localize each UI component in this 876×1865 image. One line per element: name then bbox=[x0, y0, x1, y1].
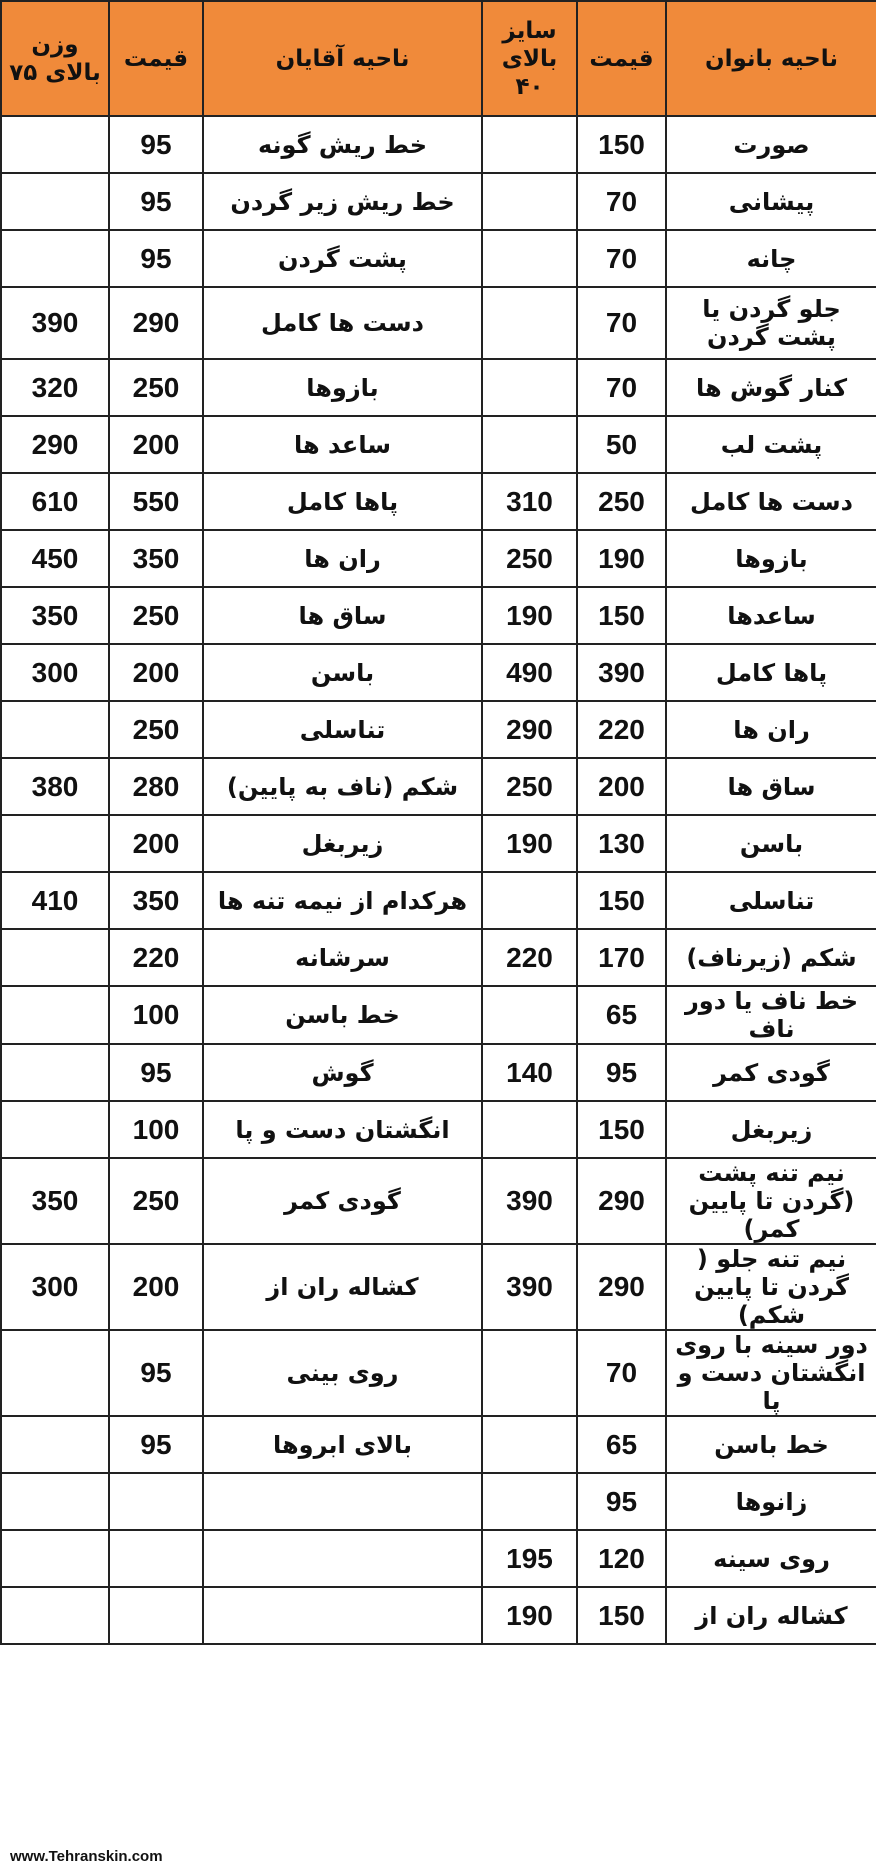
cell-men-weight75: 450 bbox=[1, 530, 109, 587]
cell-men-price: 95 bbox=[109, 1416, 203, 1473]
table-row bbox=[1, 758, 876, 815]
cell-women-price: 70 bbox=[577, 173, 666, 230]
cell-women-area: پیشانی bbox=[666, 173, 876, 230]
cell-men-weight75: 290 bbox=[1, 416, 109, 473]
table-row bbox=[1, 587, 876, 644]
cell-men-price: 280 bbox=[109, 758, 203, 815]
header-men-weight75: وزن بالای ۷۵ bbox=[1, 1, 109, 116]
cell-women-size40 bbox=[482, 416, 577, 473]
cell-men-area: گوش bbox=[203, 1044, 482, 1101]
cell-women-price: 95 bbox=[577, 1473, 666, 1530]
cell-women-area: کشاله ران از bbox=[666, 1587, 876, 1644]
cell-women-area: صورت bbox=[666, 116, 876, 173]
cell-women-size40: 290 bbox=[482, 701, 577, 758]
table-row bbox=[1, 530, 876, 587]
cell-women-size40 bbox=[482, 173, 577, 230]
cell-women-size40: 390 bbox=[482, 1244, 577, 1330]
cell-men-weight75 bbox=[1, 1101, 109, 1158]
cell-women-price: 95 bbox=[577, 1044, 666, 1101]
table-row bbox=[1, 473, 876, 530]
cell-women-size40: 190 bbox=[482, 815, 577, 872]
table-row bbox=[1, 929, 876, 986]
cell-men-area: خط ریش گونه bbox=[203, 116, 482, 173]
cell-women-price: 50 bbox=[577, 416, 666, 473]
cell-women-size40 bbox=[482, 287, 577, 359]
cell-men-area: ساق ها bbox=[203, 587, 482, 644]
table-row bbox=[1, 1473, 876, 1530]
cell-women-size40: 490 bbox=[482, 644, 577, 701]
cell-men-weight75: 610 bbox=[1, 473, 109, 530]
cell-men-price: 95 bbox=[109, 230, 203, 287]
cell-women-size40: 190 bbox=[482, 587, 577, 644]
table-row bbox=[1, 1044, 876, 1101]
cell-men-price: 95 bbox=[109, 116, 203, 173]
cell-men-price: 200 bbox=[109, 416, 203, 473]
table-row bbox=[1, 1101, 876, 1158]
cell-men-weight75 bbox=[1, 173, 109, 230]
cell-women-size40: 250 bbox=[482, 530, 577, 587]
cell-men-weight75: 410 bbox=[1, 872, 109, 929]
cell-women-area: چانه bbox=[666, 230, 876, 287]
cell-men-area: پاها کامل bbox=[203, 473, 482, 530]
cell-women-price: 170 bbox=[577, 929, 666, 986]
cell-men-price: 100 bbox=[109, 1101, 203, 1158]
cell-men-area: پشت گردن bbox=[203, 230, 482, 287]
website-url: www.Tehranskin.com bbox=[6, 1848, 167, 1865]
cell-women-size40: 140 bbox=[482, 1044, 577, 1101]
cell-women-area: دور سینه با روی انگشتان دست و پا bbox=[666, 1330, 876, 1416]
header-women-size40: سایز بالای ۴۰ bbox=[482, 1, 577, 116]
cell-women-area: زانوها bbox=[666, 1473, 876, 1530]
cell-women-size40 bbox=[482, 1473, 577, 1530]
table-row bbox=[1, 1244, 876, 1330]
cell-women-size40: 310 bbox=[482, 473, 577, 530]
cell-women-size40 bbox=[482, 872, 577, 929]
cell-men-weight75 bbox=[1, 929, 109, 986]
cell-women-area: نیم تنه جلو ( گردن تا پایین شکم) bbox=[666, 1244, 876, 1330]
cell-men-weight75 bbox=[1, 1044, 109, 1101]
cell-men-weight75 bbox=[1, 1330, 109, 1416]
cell-women-area: تناسلی bbox=[666, 872, 876, 929]
table-row bbox=[1, 815, 876, 872]
cell-men-price: 220 bbox=[109, 929, 203, 986]
cell-women-price: 150 bbox=[577, 587, 666, 644]
cell-women-size40 bbox=[482, 230, 577, 287]
table-row bbox=[1, 1587, 876, 1644]
header-men-area: ناحیه آقایان bbox=[203, 1, 482, 116]
cell-men-weight75 bbox=[1, 1473, 109, 1530]
cell-women-price: 150 bbox=[577, 116, 666, 173]
cell-women-price: 120 bbox=[577, 1530, 666, 1587]
table-row bbox=[1, 872, 876, 929]
table-row bbox=[1, 1158, 876, 1244]
cell-women-price: 390 bbox=[577, 644, 666, 701]
cell-men-area bbox=[203, 1530, 482, 1587]
cell-women-price: 65 bbox=[577, 1416, 666, 1473]
cell-men-area: ران ها bbox=[203, 530, 482, 587]
cell-men-weight75: 350 bbox=[1, 587, 109, 644]
cell-men-price: 95 bbox=[109, 1330, 203, 1416]
cell-men-weight75 bbox=[1, 986, 109, 1044]
cell-men-weight75 bbox=[1, 815, 109, 872]
table-row bbox=[1, 416, 876, 473]
cell-women-area: روی سینه bbox=[666, 1530, 876, 1587]
cell-men-price: 550 bbox=[109, 473, 203, 530]
cell-women-price: 290 bbox=[577, 1244, 666, 1330]
cell-women-size40 bbox=[482, 986, 577, 1044]
cell-men-weight75 bbox=[1, 1587, 109, 1644]
table-row bbox=[1, 359, 876, 416]
cell-women-size40: 250 bbox=[482, 758, 577, 815]
cell-men-area: سرشانه bbox=[203, 929, 482, 986]
cell-women-size40 bbox=[482, 116, 577, 173]
cell-women-price: 65 bbox=[577, 986, 666, 1044]
cell-men-area: هرکدام از نیمه تنه ها bbox=[203, 872, 482, 929]
cell-women-area: خط باسن bbox=[666, 1416, 876, 1473]
cell-women-price: 70 bbox=[577, 287, 666, 359]
cell-men-area: انگشتان دست و پا bbox=[203, 1101, 482, 1158]
cell-men-price: 250 bbox=[109, 587, 203, 644]
cell-women-area: نیم تنه پشت (گردن تا پایین کمر) bbox=[666, 1158, 876, 1244]
table-row bbox=[1, 1530, 876, 1587]
cell-men-weight75 bbox=[1, 701, 109, 758]
cell-men-area bbox=[203, 1473, 482, 1530]
table-row bbox=[1, 1330, 876, 1416]
cell-women-price: 130 bbox=[577, 815, 666, 872]
cell-women-area: کنار گوش ها bbox=[666, 359, 876, 416]
cell-men-weight75 bbox=[1, 116, 109, 173]
cell-men-weight75 bbox=[1, 1416, 109, 1473]
cell-men-price bbox=[109, 1587, 203, 1644]
table-row bbox=[1, 116, 876, 173]
cell-men-weight75 bbox=[1, 230, 109, 287]
cell-men-weight75: 320 bbox=[1, 359, 109, 416]
cell-women-area: جلو گردن یا پشت گردن bbox=[666, 287, 876, 359]
cell-men-weight75: 380 bbox=[1, 758, 109, 815]
cell-women-area: پاها کامل bbox=[666, 644, 876, 701]
cell-women-size40: 190 bbox=[482, 1587, 577, 1644]
cell-women-price: 190 bbox=[577, 530, 666, 587]
cell-women-size40 bbox=[482, 1101, 577, 1158]
cell-women-size40: 220 bbox=[482, 929, 577, 986]
cell-men-area: شکم (ناف به پایین) bbox=[203, 758, 482, 815]
cell-women-price: 200 bbox=[577, 758, 666, 815]
cell-men-area bbox=[203, 1587, 482, 1644]
cell-men-area: دست ها کامل bbox=[203, 287, 482, 359]
cell-women-price: 150 bbox=[577, 1101, 666, 1158]
cell-men-area: تناسلی bbox=[203, 701, 482, 758]
cell-women-area: ساعدها bbox=[666, 587, 876, 644]
cell-women-price: 70 bbox=[577, 359, 666, 416]
cell-men-area: بازوها bbox=[203, 359, 482, 416]
cell-men-area: کشاله ران از bbox=[203, 1244, 482, 1330]
cell-women-price: 290 bbox=[577, 1158, 666, 1244]
cell-men-area: گودی کمر bbox=[203, 1158, 482, 1244]
cell-men-weight75 bbox=[1, 1530, 109, 1587]
header-women-area: ناحیه بانوان bbox=[666, 1, 876, 116]
cell-women-area: دست ها کامل bbox=[666, 473, 876, 530]
cell-men-area: روی بینی bbox=[203, 1330, 482, 1416]
cell-women-area: باسن bbox=[666, 815, 876, 872]
cell-women-area: گودی کمر bbox=[666, 1044, 876, 1101]
cell-men-weight75: 350 bbox=[1, 1158, 109, 1244]
cell-men-price: 200 bbox=[109, 1244, 203, 1330]
cell-women-size40 bbox=[482, 1416, 577, 1473]
cell-men-price bbox=[109, 1530, 203, 1587]
table-row bbox=[1, 230, 876, 287]
cell-men-price: 95 bbox=[109, 173, 203, 230]
cell-men-price: 350 bbox=[109, 530, 203, 587]
cell-men-area: ساعد ها bbox=[203, 416, 482, 473]
table-row bbox=[1, 287, 876, 359]
cell-women-size40: 390 bbox=[482, 1158, 577, 1244]
cell-men-price: 250 bbox=[109, 359, 203, 416]
cell-men-area: بالای ابروها bbox=[203, 1416, 482, 1473]
cell-men-price: 250 bbox=[109, 701, 203, 758]
cell-women-area: زیربغل bbox=[666, 1101, 876, 1158]
cell-men-price: 95 bbox=[109, 1044, 203, 1101]
cell-men-price bbox=[109, 1473, 203, 1530]
table-row bbox=[1, 173, 876, 230]
cell-men-price: 290 bbox=[109, 287, 203, 359]
cell-women-price: 150 bbox=[577, 1587, 666, 1644]
cell-men-area: باسن bbox=[203, 644, 482, 701]
table-row bbox=[1, 1416, 876, 1473]
cell-women-size40 bbox=[482, 359, 577, 416]
cell-men-weight75: 390 bbox=[1, 287, 109, 359]
cell-women-size40 bbox=[482, 1330, 577, 1416]
cell-men-price: 200 bbox=[109, 815, 203, 872]
table-row bbox=[1, 644, 876, 701]
cell-men-weight75: 300 bbox=[1, 644, 109, 701]
table-row bbox=[1, 701, 876, 758]
cell-women-price: 150 bbox=[577, 872, 666, 929]
table-row bbox=[1, 986, 876, 1044]
header-men-price: قیمت bbox=[109, 1, 203, 116]
cell-women-price: 250 bbox=[577, 473, 666, 530]
cell-men-weight75: 300 bbox=[1, 1244, 109, 1330]
cell-men-price: 200 bbox=[109, 644, 203, 701]
header-row bbox=[1, 1, 876, 116]
cell-women-price: 220 bbox=[577, 701, 666, 758]
cell-women-area: خط ناف یا دور ناف bbox=[666, 986, 876, 1044]
cell-women-size40: 195 bbox=[482, 1530, 577, 1587]
cell-men-price: 250 bbox=[109, 1158, 203, 1244]
cell-men-area: زیربغل bbox=[203, 815, 482, 872]
cell-men-price: 100 bbox=[109, 986, 203, 1044]
cell-men-area: خط باسن bbox=[203, 986, 482, 1044]
cell-men-area: خط ریش زیر گردن bbox=[203, 173, 482, 230]
cell-men-price: 350 bbox=[109, 872, 203, 929]
cell-women-area: ساق ها bbox=[666, 758, 876, 815]
header-women-price: قیمت bbox=[577, 1, 666, 116]
cell-women-area: پشت لب bbox=[666, 416, 876, 473]
cell-women-price: 70 bbox=[577, 1330, 666, 1416]
cell-women-price: 70 bbox=[577, 230, 666, 287]
cell-women-area: ران ها bbox=[666, 701, 876, 758]
cell-women-area: بازوها bbox=[666, 530, 876, 587]
cell-women-area: شکم (زیرناف) bbox=[666, 929, 876, 986]
